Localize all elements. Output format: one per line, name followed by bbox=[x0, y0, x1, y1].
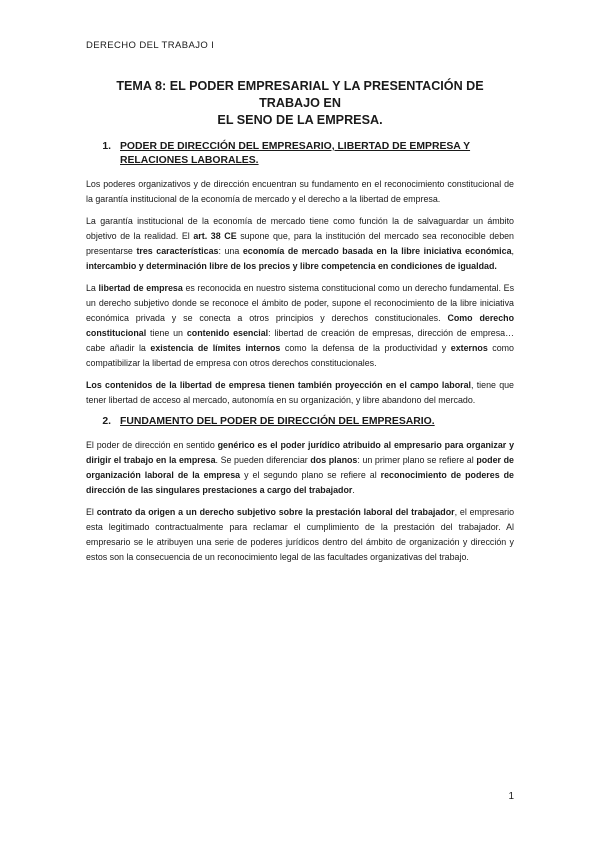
section-2-paragraph-2 bbox=[86, 505, 514, 565]
text-run: como compatibilizar la libertad de empresa con otros derechos constitucionales. bbox=[86, 343, 514, 368]
section-1-paragraph-2 bbox=[86, 214, 514, 274]
text-run: es reconocida en nuestro sistema constitucional como un derecho fundamental. Es un derecho subjetivo donde se reconoce el ámbito de poder, supone el reconocimiento de la libre iniciativa económica privada y se conecta a otros principios y derechos constitucionales. bbox=[86, 283, 515, 323]
bold-text-run: intercambio y determinación libre de los precios y libre competencia en condiciones de igualdad. bbox=[86, 261, 497, 271]
running-header: DERECHO DEL TRABAJO I bbox=[86, 40, 215, 51]
section-1-number: 1. bbox=[102, 141, 111, 152]
section-1-title: PODER DE DIRECCIÓN DEL EMPRESARIO, LIBERTAD DE EMPRESA Y RELACIONES LABORALES. bbox=[120, 141, 471, 166]
bold-text-run: contrato da origen a un derecho subjetivo sobre la prestación laboral del trabajador bbox=[96, 507, 455, 517]
section-1-paragraph-1 bbox=[86, 177, 514, 207]
bold-text-run: libertad de empresa bbox=[98, 283, 183, 293]
section-1-paragraph-4 bbox=[86, 378, 514, 408]
text-run: , el empresario esta legitimado contractualmente para reclamar el cumplimiento de la prestación del trabajador. Al empresario se le atribuyen una serie de poderes jurídicos dentro del ámbito de organización y dirección y estos son la consecuencia de un reconocimiento legal de las facultades organizativas del trabajo. bbox=[86, 507, 515, 562]
bold-text-run: art. 38 CE bbox=[193, 231, 237, 241]
bold-text-run: externos bbox=[450, 343, 488, 353]
bold-text-run: tres características bbox=[136, 246, 219, 256]
page-number: 1 bbox=[508, 791, 514, 802]
section-2-number: 2. bbox=[102, 416, 111, 427]
text-run: La bbox=[86, 283, 99, 293]
bold-text-run: economía de mercado basada en la libre iniciativa económica bbox=[242, 246, 512, 256]
section-1-heading bbox=[86, 140, 514, 168]
bold-text-run: Como derecho constitucional bbox=[86, 313, 514, 338]
text-run: El bbox=[86, 507, 97, 517]
text-run: Los poderes organizativos y de dirección encuentran su fundamento en el reconocimiento constitucional de la garantía institucional de la economía de mercado y el derecho a la libertad de empresa. bbox=[86, 179, 514, 204]
text-run: : una bbox=[218, 246, 243, 256]
bold-text-run: genérico es el poder jurídico atribuido al empresario para organizar y dirigir el trabajo en la empresa bbox=[86, 440, 515, 465]
bold-text-run: Los contenidos de la libertad de empresa tienen también proyección en el campo laboral bbox=[86, 380, 471, 390]
page-content bbox=[86, 78, 514, 572]
section-2-heading bbox=[86, 415, 514, 429]
bold-text-run: reconocimiento de poderes de dirección de las singulares prestaciones a cargo del trabajador bbox=[86, 470, 514, 495]
text-run: , bbox=[511, 246, 514, 256]
text-run: El poder de dirección en sentido bbox=[86, 440, 218, 450]
text-run: , tiene que tener libertad de acceso al mercado, autonomía en su organización, y libre abandono del mercado. bbox=[86, 380, 514, 405]
document-title-line-1: TEMA 8: EL PODER EMPRESARIAL Y LA PRESENTACIÓN DE TRABAJO EN bbox=[116, 79, 484, 110]
bold-text-run: contenido esencial bbox=[186, 328, 269, 338]
document-title-line-2: EL SENO DE LA EMPRESA. bbox=[217, 113, 383, 127]
text-run: La garantía institucional de la economía de mercado tiene como función la de salvaguardar un ámbito objetivo de la realidad. El bbox=[86, 216, 514, 241]
text-run: : libertad de creación de empresas, dirección de empresa… cabe añadir la bbox=[86, 328, 514, 353]
bold-text-run: poder de organización laboral de la empresa bbox=[86, 455, 514, 480]
text-run: y el segundo plano se refiere al bbox=[240, 470, 381, 480]
text-run: supone que, para la institución del mercado sea reconocible deben presentarse bbox=[86, 231, 514, 256]
section-2-title: FUNDAMENTO DEL PODER DE DIRECCIÓN DEL EMPRESARIO. bbox=[120, 416, 435, 427]
text-run: como la defensa de la productividad y bbox=[280, 343, 451, 353]
bold-text-run: existencia de límites internos bbox=[150, 343, 281, 353]
section-1-paragraph-3 bbox=[86, 281, 514, 371]
text-run: tiene un bbox=[146, 328, 187, 338]
text-run: . Se pueden diferenciar bbox=[215, 455, 311, 465]
text-run: : un primer plano se refiere al bbox=[357, 455, 477, 465]
document-title bbox=[86, 78, 514, 129]
text-run: . bbox=[352, 485, 355, 495]
bold-text-run: dos planos bbox=[310, 455, 358, 465]
section-2-paragraph-1 bbox=[86, 438, 514, 498]
